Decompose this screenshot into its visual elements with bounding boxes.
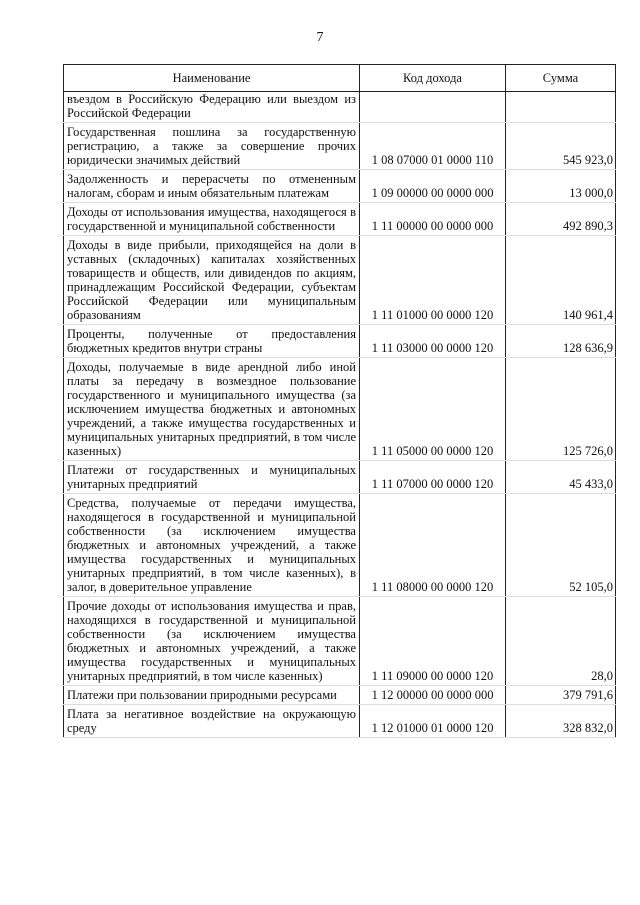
row-name-cell: Средства, получаемые от передачи имущества, находящегося в государственной и муниципальной собственности (за исключением имущества бюджетных и автономных учреждений, а также имущества государственных и муниципальных унитарных предприятий, в том числе казенных), в залог, в доверительное управление [64,494,360,597]
row-name-cell: Платежи при пользовании природными ресурсами [64,686,360,705]
table-row [64,203,616,236]
row-code-cell: 1 09 00000 00 0000 000 [360,170,506,203]
row-sum-cell: 140 961,4 [506,236,616,325]
header-name: Наименование [64,65,360,92]
row-sum-cell: 52 105,0 [506,494,616,597]
table-row [64,705,616,738]
row-name-cell: Платежи от государственных и муниципальных унитарных предприятий [64,461,360,494]
table-row [64,597,616,686]
page-number: 7 [316,30,324,45]
table-row [64,325,616,358]
table-header-row [64,65,616,92]
revenue-table [63,64,616,738]
table-row [64,461,616,494]
row-code-cell: 1 11 01000 00 0000 120 [360,236,506,325]
row-code-cell: 1 12 01000 01 0000 120 [360,705,506,738]
row-sum-cell [506,92,616,123]
row-code-cell: 1 11 08000 00 0000 120 [360,494,506,597]
header-sum: Сумма [506,65,616,92]
table-row [64,92,616,123]
row-code-cell [360,92,506,123]
row-name-cell: въездом в Российскую Федерацию или выездом из Российской Федерации [64,92,360,123]
row-code-cell: 1 11 00000 00 0000 000 [360,203,506,236]
table-body [64,92,616,738]
table-row [64,686,616,705]
row-name-cell: Доходы, получаемые в виде арендной либо иной платы за передачу в возмездное пользование государственного и муниципального имущества (за исключением имущества бюджетных и автономных учреждений, а также имущества государственных и муниципальных унитарных предприятий, в том числе казенных) [64,358,360,461]
row-code-cell: 1 11 05000 00 0000 120 [360,358,506,461]
row-sum-cell: 13 000,0 [506,170,616,203]
row-sum-cell: 125 726,0 [506,358,616,461]
row-sum-cell: 28,0 [506,597,616,686]
table-row [64,358,616,461]
row-sum-cell: 379 791,6 [506,686,616,705]
row-name-cell: Плата за негативное воздействие на окружающую среду [64,705,360,738]
row-sum-cell: 492 890,3 [506,203,616,236]
table-row [64,236,616,325]
row-name-cell: Проценты, полученные от предоставления бюджетных кредитов внутри страны [64,325,360,358]
row-code-cell: 1 11 03000 00 0000 120 [360,325,506,358]
row-name-cell: Доходы в виде прибыли, приходящейся на доли в уставных (складочных) капиталах хозяйственных товариществ и обществ, или дивидендов по акциям, принадлежащим Российской Федерации, субъектам Российской Федерации или муниципальным образованиям [64,236,360,325]
row-name-cell: Государственная пошлина за государственную регистрацию, а также за совершение прочих юридически значимых действий [64,123,360,170]
row-code-cell: 1 12 00000 00 0000 000 [360,686,506,705]
row-sum-cell: 545 923,0 [506,123,616,170]
header-code: Код дохода [360,65,506,92]
row-sum-cell: 128 636,9 [506,325,616,358]
row-sum-cell: 328 832,0 [506,705,616,738]
row-name-cell: Прочие доходы от использования имущества и прав, находящихся в государственной и муниципальной собственности (за исключением имущества бюджетных и автономных учреждений, а также имущества государственных и муниципальных унитарных предприятий, в том числе казенных) [64,597,360,686]
table-row [64,123,616,170]
row-code-cell: 1 11 09000 00 0000 120 [360,597,506,686]
row-code-cell: 1 11 07000 00 0000 120 [360,461,506,494]
row-name-cell: Задолженность и перерасчеты по отмененным налогам, сборам и иным обязательным платежам [64,170,360,203]
row-code-cell: 1 08 07000 01 0000 110 [360,123,506,170]
table-row [64,494,616,597]
table-row [64,170,616,203]
row-sum-cell: 45 433,0 [506,461,616,494]
row-name-cell: Доходы от использования имущества, находящегося в государственной и муниципальной собственности [64,203,360,236]
